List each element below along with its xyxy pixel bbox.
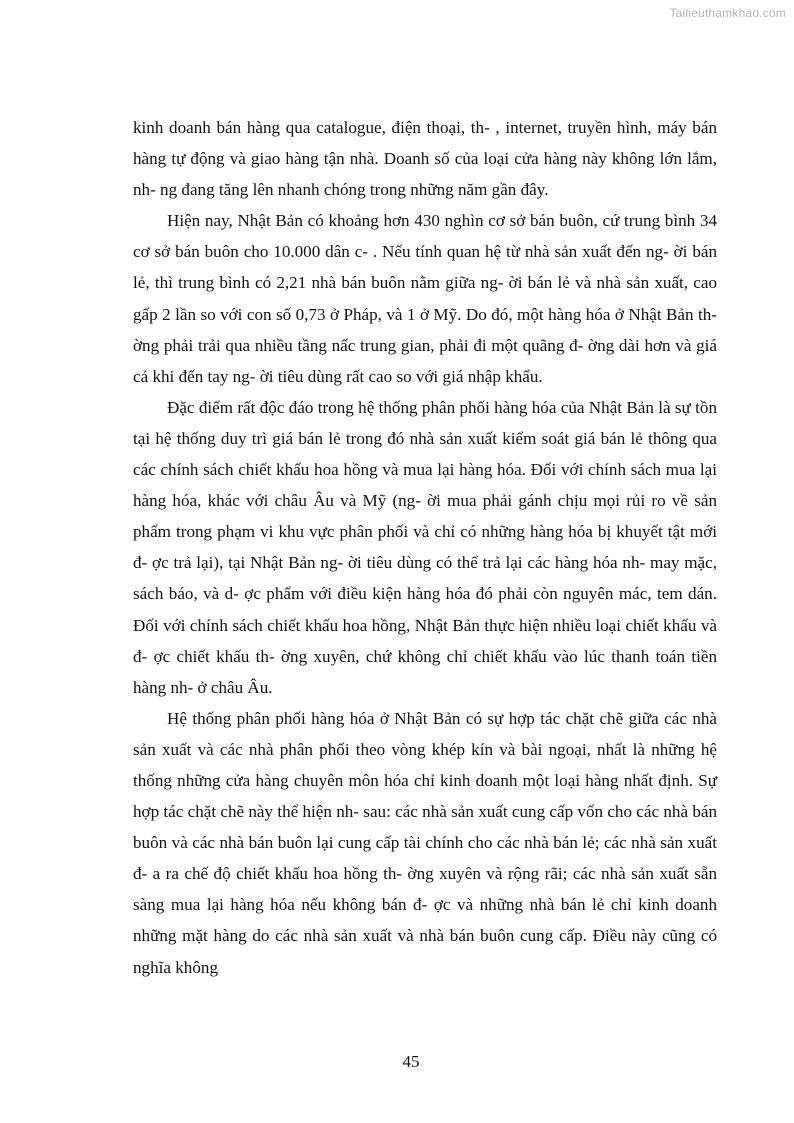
document-body	[133, 112, 717, 983]
paragraph-continuation: kinh doanh bán hàng qua catalogue, điện thoại, th- , internet, truyền hình, máy bán hàng tự động và giao hàng tận nhà. Doanh số của loại cửa hàng này không lớn lắm, nh- ng đang tăng lên nhanh chóng trong những năm gần đây.	[133, 118, 717, 200]
site-watermark: Tailieuthamkhao.com	[669, 6, 786, 20]
paragraph-wholesale-structure: Hiện nay, Nhật Bản có khoảng hơn 430 nghìn cơ sở bán buôn, cứ trung bình 34 cơ sở bán buôn cho 10.000 dân c- . Nếu tính quan hệ từ nhà sản xuất đến ng- ời bán lẻ, thì trung bình có 2,21 nhà bán buôn nằm giữa ng- ời bán lẻ và nhà sản xuất, cao gấp 2 lần so với con số 0,73 ở Pháp, và 1 ở Mỹ. Do đó, một hàng hóa ở Nhật Bản th- ờng phải trải qua nhiều tầng nấc trung gian, phải đi một quãng đ- ờng dài hơn và giá cả khi đến tay ng- ời tiêu dùng rất cao so với giá nhập khẩu.	[133, 211, 717, 386]
page-number: 45	[402, 1052, 420, 1071]
paragraph-cooperation: Hệ thống phân phối hàng hóa ở Nhật Bản có sự hợp tác chặt chẽ giữa các nhà sản xuất và các nhà phân phối theo vòng khép kín và bài ngoại, nhất là những hệ thống những cửa hàng chuyên môn hóa chỉ kinh doanh một loại hàng nhất định. Sự hợp tác chặt chẽ này thể hiện nh- sau: các nhà sản xuất cung cấp vốn cho các nhà bán buôn và các nhà bán buôn lại cung cấp tài chính cho các nhà bán lẻ; các nhà sản xuất đ- a ra chế độ chiết khấu hoa hồng th- ờng xuyên và rộng rãi; các nhà sản xuất sẵn sàng mua lại hàng hóa nếu không bán đ- ợc và những nhà bán lẻ chỉ kinh doanh những mặt hàng do các nhà sản xuất và nhà bán buôn cung cấp. Điều này cũng có nghĩa không	[133, 708, 717, 977]
paragraph-price-maintenance: Đặc điểm rất độc đáo trong hệ thống phân phối hàng hóa của Nhật Bản là sự tồn tại hệ thống duy trì giá bán lẻ trong đó nhà sản xuất kiểm soát giá bán lẻ thông qua các chính sách chiết khấu hoa hồng và mua lại hàng hóa. Đối với chính sách mua lại hàng hóa, khác với châu Âu và Mỹ (ng- ời mua phải gánh chịu mọi rủi ro về sản phẩm trong phạm vi khu vực phân phối và chỉ có những hàng hóa bị khuyết tật mới đ- ợc trả lại), tại Nhật Bản ng- ời tiêu dùng có thể trả lại các hàng hóa nh- may mặc, sách báo, và d- ợc phẩm với điều kiện hàng hóa đó phải còn nguyên mác, tem dán. Đối với chính sách chiết khấu hoa hồng, Nhật Bản thực hiện nhiều loại chiết khấu và đ- ợc chiết khấu th- ờng xuyên, chứ không chỉ chiết khấu vào lúc thanh toán tiền hàng nh- ở châu Âu.	[133, 397, 717, 697]
